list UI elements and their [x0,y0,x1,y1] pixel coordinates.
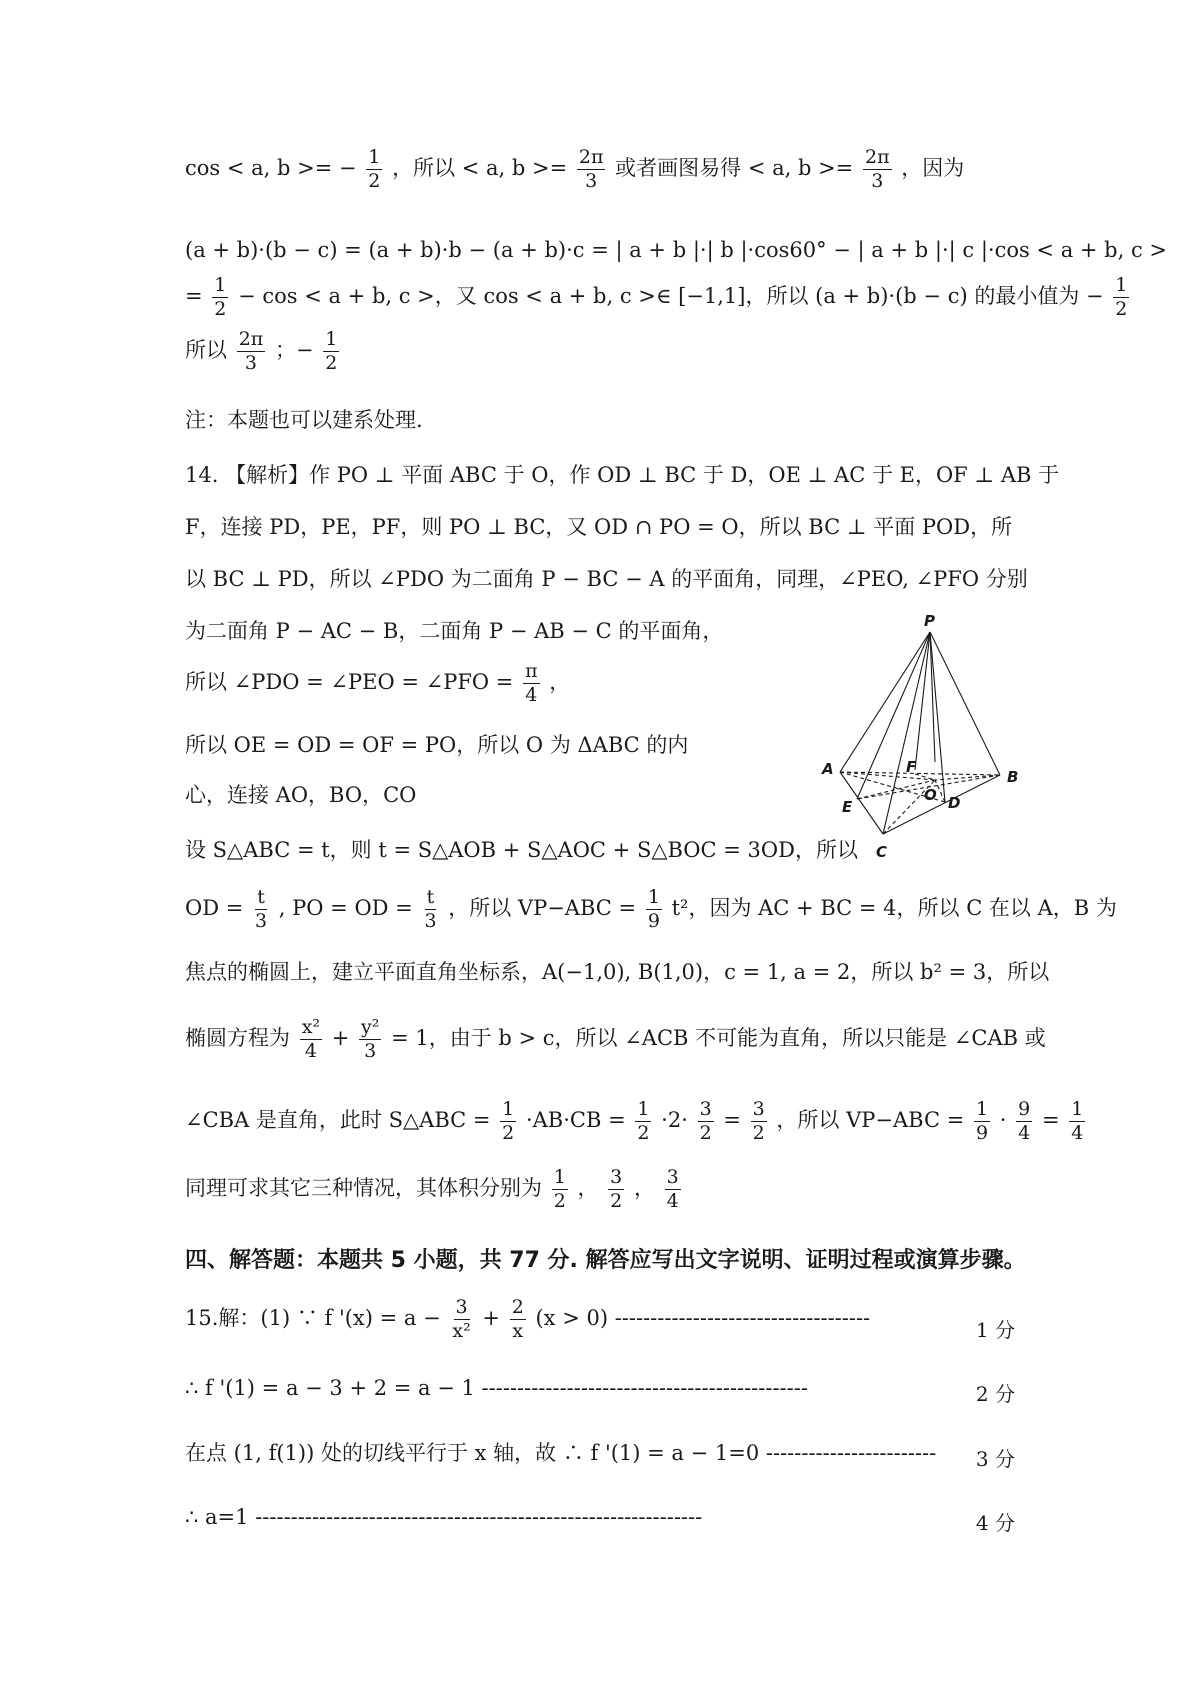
label-D: D [948,794,961,812]
fraction: $\frac{1}{2}$ [368,146,381,192]
label-A: A [822,760,834,778]
fraction: $\frac{\pi}{4}$ [525,660,538,706]
section-heading: 四、解答题：本题共 5 小题，共 77 分. 解答应写出文字说明、证明过程或演算步骤。 [185,1248,1026,1273]
tetrahedron-figure [810,612,1040,842]
label-E: E [842,798,853,816]
score-2: 2 分 [975,1382,1015,1406]
fraction: $\frac{1}{2}$ [637,1098,650,1144]
fraction: $\frac{1}{2}$ [1115,274,1128,320]
fraction: $\frac{1}{9}$ [647,886,660,932]
line-14-12: ∠CBA 是直角，此时 S△ABC = $\frac{1}{2}$ ·AB·CB = $\frac{1}{2}$ ·2· $\frac{3}{2}$ = $\frac{3}{2}$ ，所以 VP−ABC = $\frac{1}{9}$ · $\frac{9}{4}$ = $\frac{1}{4}$ [185,1098,1084,1144]
fraction: $\frac{t}{3}$ [424,886,437,932]
fraction: $\frac{3}{2}$ [610,1166,623,1212]
fraction: $\frac{3}{2}$ [752,1098,765,1144]
label-B: B [1007,768,1019,786]
fraction: $\frac{9}{4}$ [1018,1098,1031,1144]
edge-PO [930,632,935,762]
score-4: 4 分 [975,1511,1015,1535]
line-15-2: ∴ f '(1) = a − 3 + 2 = a − 1 ---------------------------------------------- [185,1376,808,1400]
edge-PA [840,632,930,772]
fraction: $\frac{1}{2}$ [553,1166,566,1212]
text: ，所以 < a, b >= [392,156,568,180]
line-14-7: 心，连接 AO，BO，CO [185,783,417,807]
line-15-3: 在点 (1, f(1)) 处的切线平行于 x 轴，故 ∴ f '(1) = a − 1=0 ------------------------ [185,1441,937,1465]
fraction: $\frac{2}{x}$ [511,1296,524,1342]
line-15-1: 15.解：(1) ∵ f '(x) = a − $\frac{3}{\text{x²}}$ + $\frac{2}{x}$ (x > 0) ------------------------------------ [185,1296,871,1342]
score-3: 3 分 [975,1447,1015,1471]
fraction: $\frac{2\pi}{3}$ [864,146,890,192]
line-14-6: 所以 OE = OD = OF = PO，所以 O 为 ΔABC 的内 [185,733,689,757]
edge-BO [935,775,1000,780]
fraction: $\frac{2\pi}{3}$ [578,146,604,192]
fraction: $\frac{1}{4}$ [1071,1098,1084,1144]
line-14-4: 为二面角 P − AC − B，二面角 P − AB − C 的平面角， [185,619,724,643]
line-14-8: 设 S△ABC = t，则 t = S△AOB + S△AOC + S△BOC = 3OD，所以 [185,838,858,862]
text: cos < a, b >= − [185,156,357,180]
line-14-13: 同理可求其它三种情况，其体积分别为 $\frac{1}{2}$ ， $\frac{3}{2}$ ， $\frac{3}{4}$ [185,1166,679,1212]
fraction: $\frac{2\pi}{3}$ [238,328,264,374]
fraction: $\frac{1}{9}$ [976,1098,989,1144]
fraction: $\frac{\text{x²}}{4}$ [301,1016,321,1062]
line-14-11: 椭圆方程为 $\frac{\text{x²}}{4}$ + $\frac{\text{y²}}{3}$ = 1，由于 b > c，所以 ∠ACB 不可能为直角，所以只能是 ∠CAB 或 [185,1016,1046,1062]
fraction: $\frac{3}{\text{x²}}$ [452,1296,471,1342]
edge-BC [883,775,1000,834]
fraction: $\frac{1}{2}$ [502,1098,515,1144]
line-4: 所以 $\frac{2\pi}{3}$ ；− $\frac{1}{2}$ [185,328,338,374]
text: 或者画图易得 < a, b >= [615,156,854,180]
text: ，因为 [901,156,965,180]
line-1 [185,148,964,191]
line-2: (a + b)·(b − c) = (a + b)·b − (a + b)·c = | a + b |·| b |·cos60° − | a + b |·| c |·cos < a + b, c > [185,238,1167,262]
line-14-1: 14. 【解析】作 PO ⊥ 平面 ABC 于 O，作 OD ⊥ BC 于 D，OE ⊥ AC 于 E，OF ⊥ AB 于 [185,463,1060,487]
fraction: $\frac{t}{3}$ [255,886,268,932]
line-14-2: F，连接 PD，PE，PF，则 PO ⊥ BC，又 OD ∩ PO = O，所以 BC ⊥ 平面 POD，所 [185,515,1013,539]
edge-PC [883,632,930,834]
note-line: 注：本题也可以建系处理. [185,408,423,432]
label-C-outside: C [876,843,888,861]
line-15-4: ∴ a=1 --------------------------------------------------------------- [185,1505,703,1529]
label-O: O [924,786,937,804]
label-P: P [924,612,935,630]
score-1: 1 分 [975,1318,1015,1342]
line-14-10: 焦点的椭圆上，建立平面直角坐标系，A(−1,0), B(1,0)，c = 1, a = 2，所以 b² = 3，所以 [185,960,1050,984]
fraction: $\frac{1}{2}$ [214,274,227,320]
fraction: $\frac{\text{y²}}{3}$ [361,1016,380,1062]
fraction: $\frac{3}{2}$ [699,1098,712,1144]
fraction: $\frac{1}{2}$ [325,328,338,374]
line-14-9: OD = $\frac{t}{3}$ , PO = OD = $\frac{t}{3}$ ，所以 VP−ABC = $\frac{1}{9}$ t²，因为 AC + BC = 4，所以 C 在以 A，B 为 [185,886,1117,932]
fraction: $\frac{3}{4}$ [666,1166,679,1212]
line-14-5: 所以 ∠PDO = ∠PEO = ∠PFO = $\frac{\pi}{4}$ ， [185,660,571,706]
line-14-3: 以 BC ⊥ PD，所以 ∠PDO 为二面角 P − BC − A 的平面角，同理，∠PEO, ∠PFO 分别 [185,567,1028,591]
line-3: = $\frac{1}{2}$ − cos < a + b, c >，又 cos < a + b, c >∈ [−1,1]，所以 (a + b)·(b − c) 的最小值为 − $\frac{1}{2}$ [185,274,1128,320]
label-F: F [906,758,917,776]
